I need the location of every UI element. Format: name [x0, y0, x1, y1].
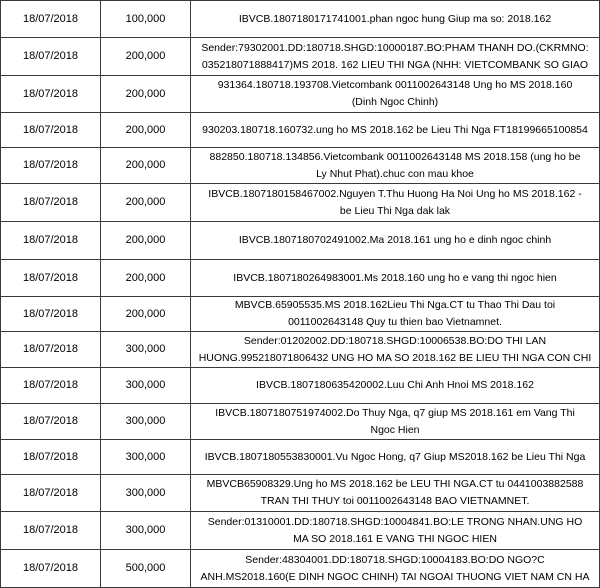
table-row — [1, 76, 600, 113]
date-cell — [1, 222, 101, 259]
description-cell — [191, 113, 600, 147]
description-line: (Dinh Ngoc Chinh) — [351, 96, 439, 108]
description-cell — [191, 475, 600, 511]
date-cell — [1, 297, 101, 331]
description-line: MBVCB65908329.Ung ho MS 2018.162 be LEU THI NGA.CT tu 0441003882588 — [206, 478, 584, 490]
date-cell — [1, 1, 101, 37]
amount-text: 300,000 — [125, 486, 166, 499]
description-cell — [191, 297, 600, 331]
description-cell — [191, 222, 600, 259]
table-row — [1, 404, 600, 440]
amount-cell — [101, 222, 191, 259]
amount-text: 200,000 — [125, 123, 166, 136]
table-row — [1, 113, 600, 148]
description-line: Sender:01310001.DD:180718.SHGD:10004841.BO:LE TRONG NHAN.UNG HO — [207, 515, 583, 528]
amount-cell — [101, 404, 191, 439]
date-cell — [1, 260, 101, 296]
amount-text: 300,000 — [125, 415, 166, 427]
date-text: 18/07/2018 — [22, 159, 79, 171]
description-cell — [191, 1, 600, 37]
table-row — [1, 222, 600, 260]
description-cell — [191, 368, 600, 403]
amount-cell — [101, 512, 191, 549]
date-text: 18/07/2018 — [22, 87, 79, 100]
description-line: IBVCB.1807180158467002.Nguyen T.Thu Huong Ha Noi Ung ho MS 2018.162 - — [208, 187, 582, 200]
table-row — [1, 550, 600, 588]
date-cell — [1, 113, 101, 147]
description-line: HUONG.995218071806432 UNG HO MA SO 2018.162 BE LIEU THI NGA CON CHI — [198, 351, 592, 364]
date-text: 18/07/2018 — [22, 234, 79, 246]
date-cell — [1, 512, 101, 549]
description-line: 931364.180718.193708.Vietcombank 0011002643148 Ung ho MS 2018.160 — [217, 79, 573, 91]
date-cell — [1, 38, 101, 75]
description-cell — [191, 440, 600, 474]
description-line: ANH.MS2018.160(E DINH NGOC CHINH) TAI NGOAI THUONG VIET NAM CN HA — [200, 570, 590, 583]
amount-cell — [101, 260, 191, 296]
amount-cell — [101, 332, 191, 367]
date-cell — [1, 76, 101, 112]
description-cell — [191, 512, 600, 549]
description-line: Sender:01202002.DD:180718.SHGD:10006538.BO:DO THI LAN — [243, 334, 547, 347]
description-line: IBVCB.1807180171741001.phan ngoc hung Giup ma so: 2018.162 — [238, 12, 552, 25]
amount-cell — [101, 297, 191, 331]
description-line: 0011002643148 Quy tu thien bao Vietnamnet. — [288, 316, 502, 328]
description-cell — [191, 404, 600, 439]
description-line: Ly Nhut Phat).chuc con mau khoe — [316, 167, 474, 180]
table-row — [1, 475, 600, 512]
description-line: IBVCB.1807180553830001.Vu Ngoc Hong, q7 Giup MS2018.162 be Lieu Thi Nga — [204, 450, 586, 463]
amount-text: 300,000 — [125, 450, 166, 463]
date-text: 18/07/2018 — [22, 196, 79, 208]
description-line: MA SO 2018.161 E VANG THI NGOC HIEN — [293, 532, 497, 545]
table-row — [1, 512, 600, 550]
amount-text: 500,000 — [125, 562, 166, 574]
amount-text: 300,000 — [125, 343, 166, 355]
date-text: 18/07/2018 — [22, 450, 79, 463]
table-row — [1, 332, 600, 368]
description-line: IBVCB.1807180702491002.Ma 2018.161 ung ho e dinh ngoc chinh — [238, 234, 552, 246]
date-text: 18/07/2018 — [22, 12, 79, 25]
date-cell — [1, 148, 101, 183]
date-text: 18/07/2018 — [22, 307, 79, 320]
amount-cell — [101, 1, 191, 37]
description-line: 035218071888417)MS 2018. 162 LIEU THI NGA (NHH: VIETCOMBANK SO GIAO — [201, 58, 589, 71]
date-cell — [1, 550, 101, 587]
amount-cell — [101, 184, 191, 221]
date-cell — [1, 475, 101, 511]
date-cell — [1, 404, 101, 439]
table-row — [1, 260, 600, 297]
table-row — [1, 38, 600, 76]
description-line: IBVCB.1807180264983001.Ms 2018.160 ung ho e vang thi ngoc hien — [233, 271, 557, 284]
amount-text: 200,000 — [125, 234, 166, 246]
amount-text: 200,000 — [125, 50, 166, 62]
amount-cell — [101, 550, 191, 587]
description-line: Sender:48304001.DD:180718.SHGD:10004183.BO:DO NGO?C — [245, 553, 545, 566]
description-line: 930203.180718.160732.ung ho MS 2018.162 be Lieu Thi Nga FT18199665100854 — [202, 123, 588, 136]
description-line: Ngoc Hien — [370, 423, 420, 436]
description-line: MBVCB.65905535.MS 2018.162Lieu Thi Nga.CT tu Thao Thi Dau toi — [234, 299, 556, 311]
description-cell — [191, 550, 600, 587]
date-text: 18/07/2018 — [22, 379, 79, 391]
date-text: 18/07/2018 — [22, 271, 79, 284]
amount-cell — [101, 440, 191, 474]
description-line: be Lieu Thi Nga dak lak — [339, 204, 451, 217]
description-cell — [191, 148, 600, 183]
amount-text: 200,000 — [125, 271, 166, 284]
date-text: 18/07/2018 — [22, 524, 79, 536]
date-cell — [1, 368, 101, 403]
date-text: 18/07/2018 — [22, 415, 79, 427]
date-text: 18/07/2018 — [22, 486, 79, 499]
table-row — [1, 148, 600, 184]
amount-cell — [101, 475, 191, 511]
amount-text: 100,000 — [125, 12, 166, 25]
amount-cell — [101, 38, 191, 75]
date-cell — [1, 184, 101, 221]
table-row — [1, 184, 600, 222]
date-text: 18/07/2018 — [22, 343, 79, 355]
amount-text: 200,000 — [125, 307, 166, 320]
description-cell — [191, 76, 600, 112]
description-cell — [191, 184, 600, 221]
description-line: TRAN THI THUY toi 0011002643148 BAO VIETNAMNET. — [260, 495, 530, 507]
table-row — [1, 368, 600, 404]
date-cell — [1, 440, 101, 474]
table-row — [1, 297, 600, 332]
description-line: Sender:79302001.DD:180718.SHGD:10000187.BO:PHAM THANH DO.(CKRMNO: — [201, 41, 589, 54]
amount-text: 200,000 — [125, 159, 166, 171]
amount-text: 300,000 — [125, 379, 166, 391]
date-text: 18/07/2018 — [22, 50, 79, 62]
description-line: IBVCB.1807180635420002.Luu Chi Anh Hnoi MS 2018.162 — [256, 379, 534, 391]
table-row — [1, 1, 600, 38]
description-cell — [191, 38, 600, 75]
amount-text: 200,000 — [125, 87, 166, 100]
date-text: 18/07/2018 — [22, 562, 79, 574]
description-line: 882850.180718.134856.Vietcombank 0011002643148 MS 2018.158 (ung ho be — [209, 150, 581, 163]
amount-text: 300,000 — [125, 524, 166, 536]
table-row — [1, 440, 600, 475]
description-line: IBVCB.1807180751974002.Do Thuy Nga, q7 giup MS 2018.161 em Vang Thi — [215, 406, 575, 419]
description-cell — [191, 332, 600, 367]
date-text: 18/07/2018 — [22, 123, 79, 136]
amount-text: 200,000 — [125, 196, 166, 208]
description-cell — [191, 260, 600, 296]
amount-cell — [101, 368, 191, 403]
amount-cell — [101, 113, 191, 147]
amount-cell — [101, 76, 191, 112]
amount-cell — [101, 148, 191, 183]
date-cell — [1, 332, 101, 367]
